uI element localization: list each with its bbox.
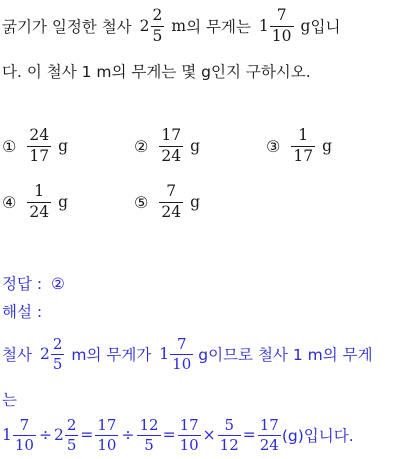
choice-unit: g xyxy=(58,137,69,155)
fraction-numerator: 17 xyxy=(179,415,199,434)
fraction-2-5 xyxy=(51,334,65,373)
question-line-2: 다. 이 철사 1 m의 무게는 몇 g인지 구하시오. xyxy=(2,63,311,81)
mixed-whole-1: 2 xyxy=(139,17,150,35)
equals-sign: = xyxy=(162,426,176,444)
fraction-numerator: 7 xyxy=(166,182,177,200)
choice-fraction xyxy=(291,128,315,164)
choice-fraction xyxy=(27,128,51,164)
fraction-denominator: 17 xyxy=(293,146,314,165)
choice-number: ④ xyxy=(2,192,17,212)
fraction-numerator: 2 xyxy=(152,6,163,24)
fraction-denominator: 5 xyxy=(66,435,77,454)
equals-sign: = xyxy=(80,426,94,444)
choice-number: ⑤ xyxy=(134,192,149,212)
explanation-line-1 xyxy=(2,334,373,374)
fraction-7-10 xyxy=(270,8,294,44)
explanation-text-b: m의 무게가 xyxy=(71,346,152,364)
fraction-numerator: 2 xyxy=(52,334,63,353)
choice-3[interactable] xyxy=(266,128,332,164)
explanation-equation xyxy=(2,414,354,456)
choice-2[interactable] xyxy=(134,128,200,164)
choice-number: ① xyxy=(2,136,17,156)
explanation-label: 해설 : xyxy=(2,303,43,321)
question-text-b: 의 무게는 xyxy=(186,18,251,36)
fraction-numerator: 7 xyxy=(19,415,30,434)
fraction-denominator: 5 xyxy=(144,435,154,454)
choice-number: ② xyxy=(134,136,149,156)
explanation-text-c: g이므로 철사 1 m의 무게 xyxy=(198,346,373,364)
explanation-text-a: 철사 xyxy=(2,346,32,364)
equals-sign: = xyxy=(242,426,256,444)
fraction xyxy=(95,415,118,454)
choice-fraction xyxy=(159,184,183,220)
fraction xyxy=(65,415,79,454)
question-line-1 xyxy=(2,6,340,46)
fraction-numerator: 24 xyxy=(29,126,50,144)
fraction-denominator: 24 xyxy=(161,146,182,165)
fraction-denominator: 5 xyxy=(52,354,63,373)
choice-fraction xyxy=(159,128,183,164)
fraction xyxy=(13,415,36,454)
multiply-sign: × xyxy=(202,426,216,444)
fraction xyxy=(258,415,281,454)
answer-line xyxy=(2,272,65,294)
choice-unit: g xyxy=(190,193,201,211)
choice-1[interactable] xyxy=(2,128,68,164)
choice-5[interactable] xyxy=(134,184,200,220)
fraction xyxy=(218,415,241,454)
fraction-numerator: 17 xyxy=(259,415,279,434)
answer-value: ② xyxy=(51,275,65,293)
choice-fraction xyxy=(27,184,51,220)
divide-sign: ÷ xyxy=(121,426,135,444)
answer-label: 정답 : xyxy=(2,275,43,293)
fraction-denominator: 12 xyxy=(219,435,239,454)
mixed-whole: 2 xyxy=(53,426,64,444)
fraction-numerator: 7 xyxy=(276,6,287,24)
question-text-a: 굵기가 일정한 철사 xyxy=(2,18,132,36)
divide-sign: ÷ xyxy=(38,426,52,444)
question-text-c: 입니 xyxy=(310,18,341,36)
unit-m: m xyxy=(171,17,187,35)
fraction-numerator: 5 xyxy=(224,415,234,434)
mixed-whole: 1 xyxy=(2,426,12,444)
choice-unit: g xyxy=(190,137,201,155)
fraction-denominator: 10 xyxy=(271,26,292,45)
fraction-numerator: 17 xyxy=(161,126,182,144)
fraction xyxy=(178,415,201,454)
choice-unit: g xyxy=(322,137,333,155)
choice-4[interactable] xyxy=(2,184,68,220)
fraction-7-10 xyxy=(170,334,193,373)
fraction xyxy=(137,415,160,454)
fraction-numerator: 17 xyxy=(97,415,117,434)
fraction-denominator: 10 xyxy=(179,435,199,454)
fraction-denominator: 10 xyxy=(97,435,117,454)
fraction-denominator: 24 xyxy=(161,202,182,221)
fraction-denominator: 10 xyxy=(172,354,192,373)
fraction-numerator: 12 xyxy=(139,415,159,434)
equation-tail: (g)입니다. xyxy=(281,427,354,445)
mixed-whole-2: 1 xyxy=(258,17,269,35)
choice-unit: g xyxy=(58,193,69,211)
fraction-denominator: 10 xyxy=(14,435,34,454)
fraction-denominator: 5 xyxy=(152,26,163,45)
fraction-2-5 xyxy=(151,8,165,44)
explanation-line-2: 는 xyxy=(2,391,17,409)
fraction-denominator: 24 xyxy=(259,435,279,454)
fraction-denominator: 17 xyxy=(29,146,50,165)
fraction-numerator: 1 xyxy=(298,126,309,144)
mixed-whole: 1 xyxy=(159,345,170,363)
choice-number: ③ xyxy=(266,136,281,156)
fraction-numerator: 7 xyxy=(176,334,187,353)
fraction-numerator: 1 xyxy=(34,182,45,200)
unit-g: g xyxy=(300,17,311,35)
fraction-numerator: 2 xyxy=(66,415,77,434)
mixed-whole: 2 xyxy=(39,345,50,363)
fraction-denominator: 24 xyxy=(29,202,50,221)
